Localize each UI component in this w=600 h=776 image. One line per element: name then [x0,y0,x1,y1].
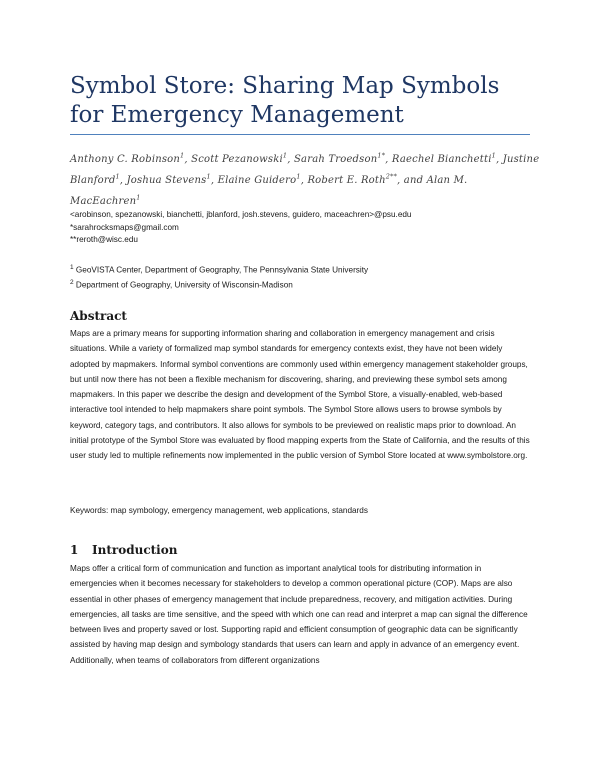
section-heading-introduction [70,543,177,557]
affiliation: $^2$ Department of Geography, University of Wisconsin-Madison [70,279,293,290]
author: Elaine Guidero$^1$, [217,172,308,187]
section-title: Introduction [92,543,178,557]
keywords: Keywords: map symbology, emergency management, web applications, standards [70,506,368,515]
contact-emails [70,209,540,247]
author: Joshua Stevens$^1$, [126,172,218,187]
author-list [70,148,540,210]
affiliations [70,262,540,292]
section-number: 1 [70,543,79,557]
email-line: <arobinson, spezanowski, bianchetti, jblanford, josh.stevens, guidero, maceachren>@psu.edu [70,210,412,219]
abstract-text: Maps are a primary means for supporting information sharing and collaboration in emergency management and crisis situations. While a variety of formalized map symbol standards for emergency contexts exist, they have not been widely adopted by mapmakers. Informal symbol conventions are commonly used within emergency management stakeholder groups, but until now there has not been a flexible mechanism for discovering, sharing, and previewing these symbol sets among mapmakers. In this paper we describe the design and development of the Symbol Store, a visually-enabled, web-based interactive tool intended to help mapmakers share point symbols. The Symbol Store allows users to browse symbols by keyword, category tags, and contributors. It also allows for symbols to be previewed on realistic maps prior to download. An initial prototype of the Symbol Store was evaluated by flood mapping experts from the State of California, and the results of this user study led to multiple refinements now implemented in the public version of Symbol Store located at www.symbolstore.org. [70,329,530,461]
author: Justine Blanford$^1$, [70,154,540,187]
author: Alan M. MacEachren$^1$ [70,175,468,207]
email-line: *sarahrocksmaps@gmail.com [70,222,179,232]
paper-title: Symbol Store: Sharing Map Symbols for Emergency Management [70,73,500,128]
author: Anthony C. Robinson$^1$, [70,152,192,166]
author: Robert E. Roth$^{2**}$, and [307,172,427,187]
author: Raechel Bianchetti$^1$, [391,152,503,166]
title-divider [70,134,530,135]
email-line: **reroth@wisc.edu [70,235,138,244]
abstract-heading: Abstract [70,309,127,323]
author: Scott Pezanowski$^1$, [191,152,294,166]
introduction-text: Maps offer a critical form of communication and function as important analytical tools for distributing information in emergencies when it becomes necessary for stakeholders to develop a common operational picture (COP). Maps are also essential in other phases of emergency management that include preparedness, recovery, and mitigation activities. During emergencies, all tasks are time sensitive, and the speed with which one can read and interpret a map can signal the difference between lives and property saved or lost. Supporting rapid and efficient consumption of geographic data can be significantly assisted by having map design and symbology standards that users can learn and apply in advance of an emergency event. Additionally, when teams of collaborators from different organizations [70,564,528,665]
author: Sarah Troedson$^{1*}$, [294,152,392,166]
affiliation: $^1$ GeoVISTA Center, Department of Geography, The Pennsylvania State University [70,264,369,275]
